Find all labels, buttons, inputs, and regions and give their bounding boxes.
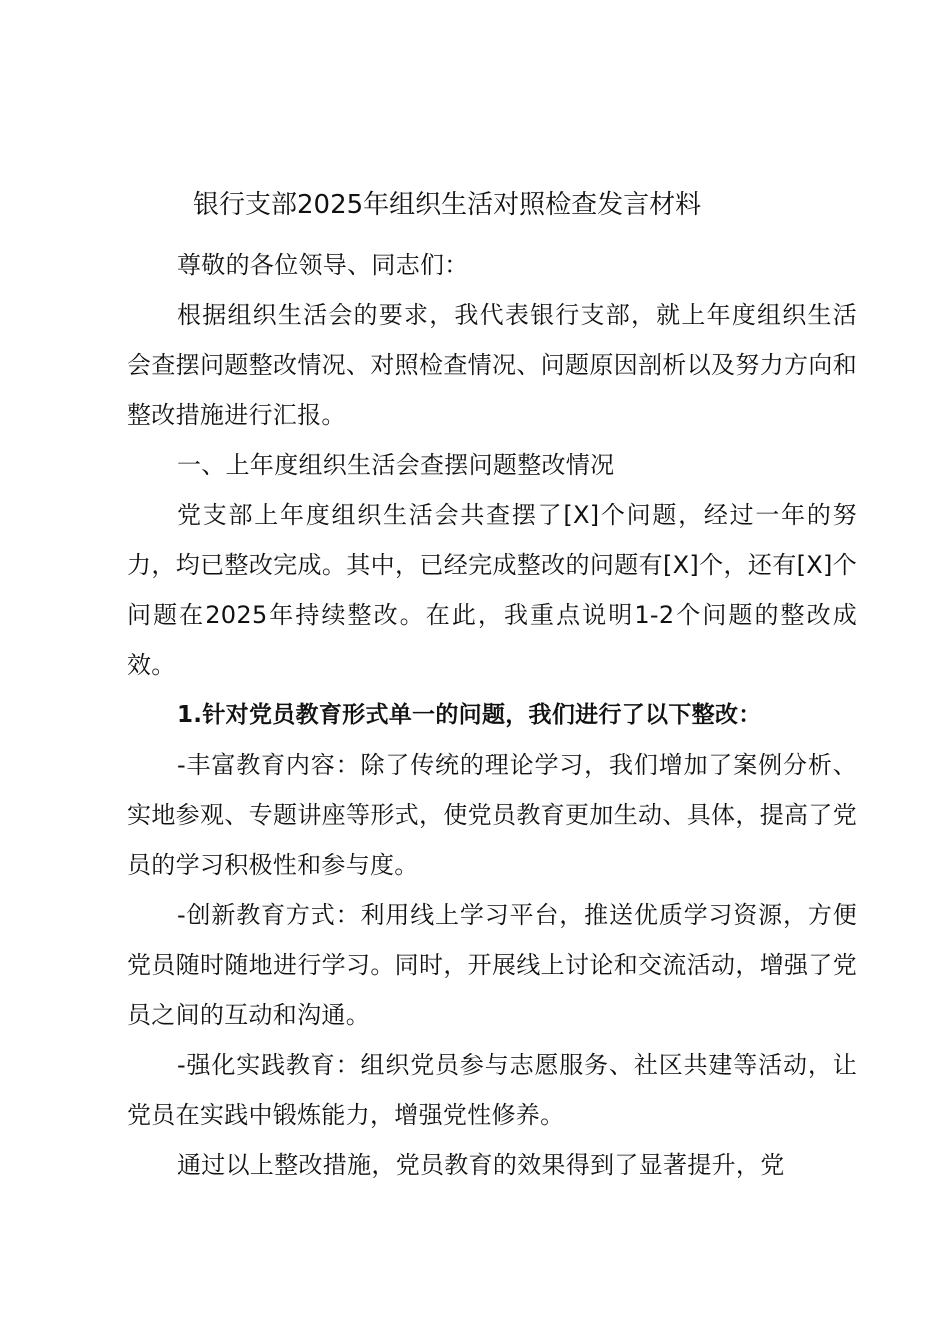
document-body <box>127 180 857 1190</box>
intro-paragraph: 根据组织生活会的要求，我代表银行支部，就上年度组织生活会查摆问题整改情况、对照检查情况、问题原因剖析以及努力方向和整改措施进行汇报。 <box>127 301 857 429</box>
measure-enrich-content: -丰富教育内容：除了传统的理论学习，我们增加了案例分析、实地参观、专题讲座等形式，使党员教育更加生动、具体，提高了党员的学习积极性和参与度。 <box>127 751 857 879</box>
result-paragraph: 通过以上整改措施，党员教育的效果得到了显著提升，党 <box>177 1151 785 1179</box>
section-heading-1: 一、上年度组织生活会查摆问题整改情况 <box>177 451 615 479</box>
measure-practice-education: -强化实践教育：组织党员参与志愿服务、社区共建等活动，让党员在实践中锻炼能力，增强党性修养。 <box>127 1051 857 1129</box>
document-title: 银行支部2025年组织生活对照检查发言材料 <box>193 190 702 220</box>
section-1-summary: 党支部上年度组织生活会共查摆了[X]个问题，经过一年的努力，均已整改完成。其中，已经完成整改的问题有[X]个，还有[X]个问题在2025年持续整改。在此，我重点说明1-2个问题的整改成效。 <box>127 501 857 679</box>
measure-innovate-methods: -创新教育方式：利用线上学习平台，推送优质学习资源，方便党员随时随地进行学习。同时，开展线上讨论和交流活动，增强了党员之间的互动和沟通。 <box>127 901 857 1029</box>
subsection-heading-1: 1.针对党员教育形式单一的问题，我们进行了以下整改： <box>177 702 762 728</box>
salutation: 尊敬的各位领导、同志们： <box>177 251 469 279</box>
